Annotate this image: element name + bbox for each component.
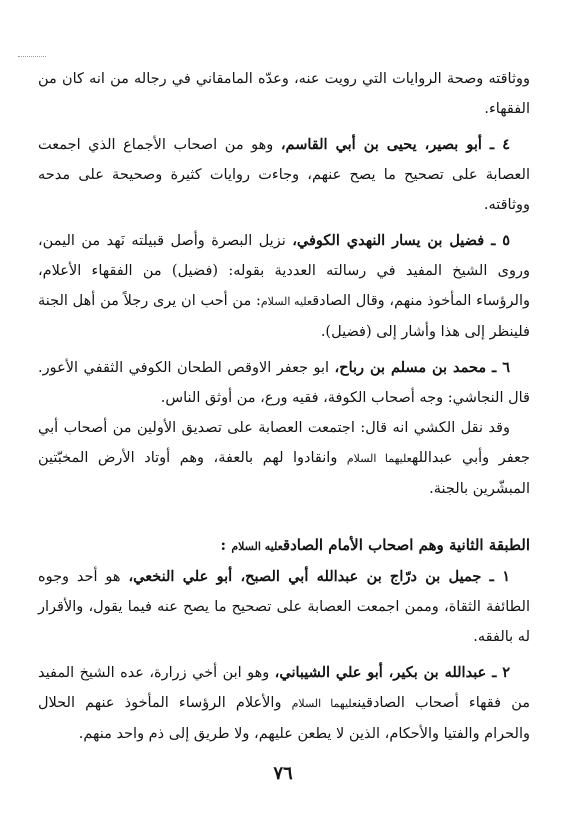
entry-heading: ٢ ـ عبدالله بن بكير، أبو علي الشيباني، — [274, 664, 510, 681]
honorific-mark: عليهما السلام — [346, 452, 412, 465]
paragraph-jamil — [38, 562, 530, 652]
entry-heading: ٤ ـ أبو بصير، يحيى بن أبي القاسم، — [280, 136, 510, 153]
entry-heading: ١ ـ جميل بن درّاج بن عبدالله أبي الصبح، أبو علي النخعي، — [128, 568, 511, 585]
section-heading — [38, 530, 530, 562]
section-heading-colon: : — [220, 536, 232, 554]
entry-body: هو أحد وجوه الطائفة الثقاة، وممن اجمعت العصابة على تصحيح ما يصح عنه فيما يقول، والأقرار له بالفقه. — [38, 569, 530, 645]
entry-body: وقد نقل الكشي انه قال: اجتمعت العصابة على تصديق الأولين من أصحاب أبي جعفر وأبي عبدالله — [38, 420, 530, 466]
entry-body: وهو ابن أخي زرارة، عده الشيخ المفيد من فقهاء أصحاب الصادقين — [38, 665, 530, 711]
entry-body-tail: والأعلام الرؤساء المأخوذ عنهم الحلال والحرام والفتيا والأحكام، الذين لا يطعن عليهم، ولا طريق إلى ذم واحد منهم. — [38, 695, 530, 742]
paragraph-fudail — [38, 226, 530, 347]
entry-heading: ٦ ـ محمد بن مسلم بن رباح، — [334, 359, 511, 376]
paragraph-muhammad-muslim — [38, 353, 530, 413]
document-page — [38, 64, 530, 788]
paragraph-abdullah-bukayr — [38, 658, 530, 749]
entry-body: ابو جعفر الاوقص الطحان الكوفي الثقفي الأعور. قال النجاشي: وجه أصحاب الكوفة، فقيه ورع، من أوثق الناس. — [38, 360, 530, 406]
honorific-mark: عليه السلام — [260, 295, 313, 308]
entry-body: وهو من اصحاب الأجماع الذي اجمعت العصابة على تصحيح ما يصح عنهم، وجاءت روايات كثيرة وصحيحة على مدحه ووثاقته. — [38, 137, 530, 213]
honorific-mark: عليهما السلام — [291, 697, 358, 710]
entry-body: نزيل البصرة وأصل قبيلته نَهد من اليمن، وروى الشيخ المفيد في رسالته العددية بقوله: (فضيل) من الفقهاء الأعلام، والرؤساء المأخوذ منهم، وقال الصادق — [38, 233, 530, 309]
page-number: ٧٦ — [273, 763, 293, 784]
honorific-mark: عليه السلام — [231, 540, 283, 553]
entry-body-tail: : من أحب ان يرى رجلاً من أهل الجنة فلينظر إلى هذا وأشار إلى (فضيل). — [38, 293, 530, 340]
entry-heading: ٥ ـ فضيل بن يسار النهدي الكوفي، — [292, 232, 510, 249]
entry-body-tail: وانقادوا لهم بالعفة، وهم أوتاد الأرض المخبّتين المبشّرين بالجنة. — [38, 450, 530, 497]
paragraph-continuation: ووثاقته وصحة الروايات التي رويت عنه، وعدّه المامقاني في رجاله من انه كان من الفقهاء. — [38, 71, 530, 117]
corner-mark — [18, 56, 46, 57]
section-heading-text: الطبقة الثانية وهم اصحاب الأمام الصادق — [282, 536, 530, 554]
paragraph-abu-basir — [38, 130, 530, 220]
paragraph-kashshi — [38, 413, 530, 504]
